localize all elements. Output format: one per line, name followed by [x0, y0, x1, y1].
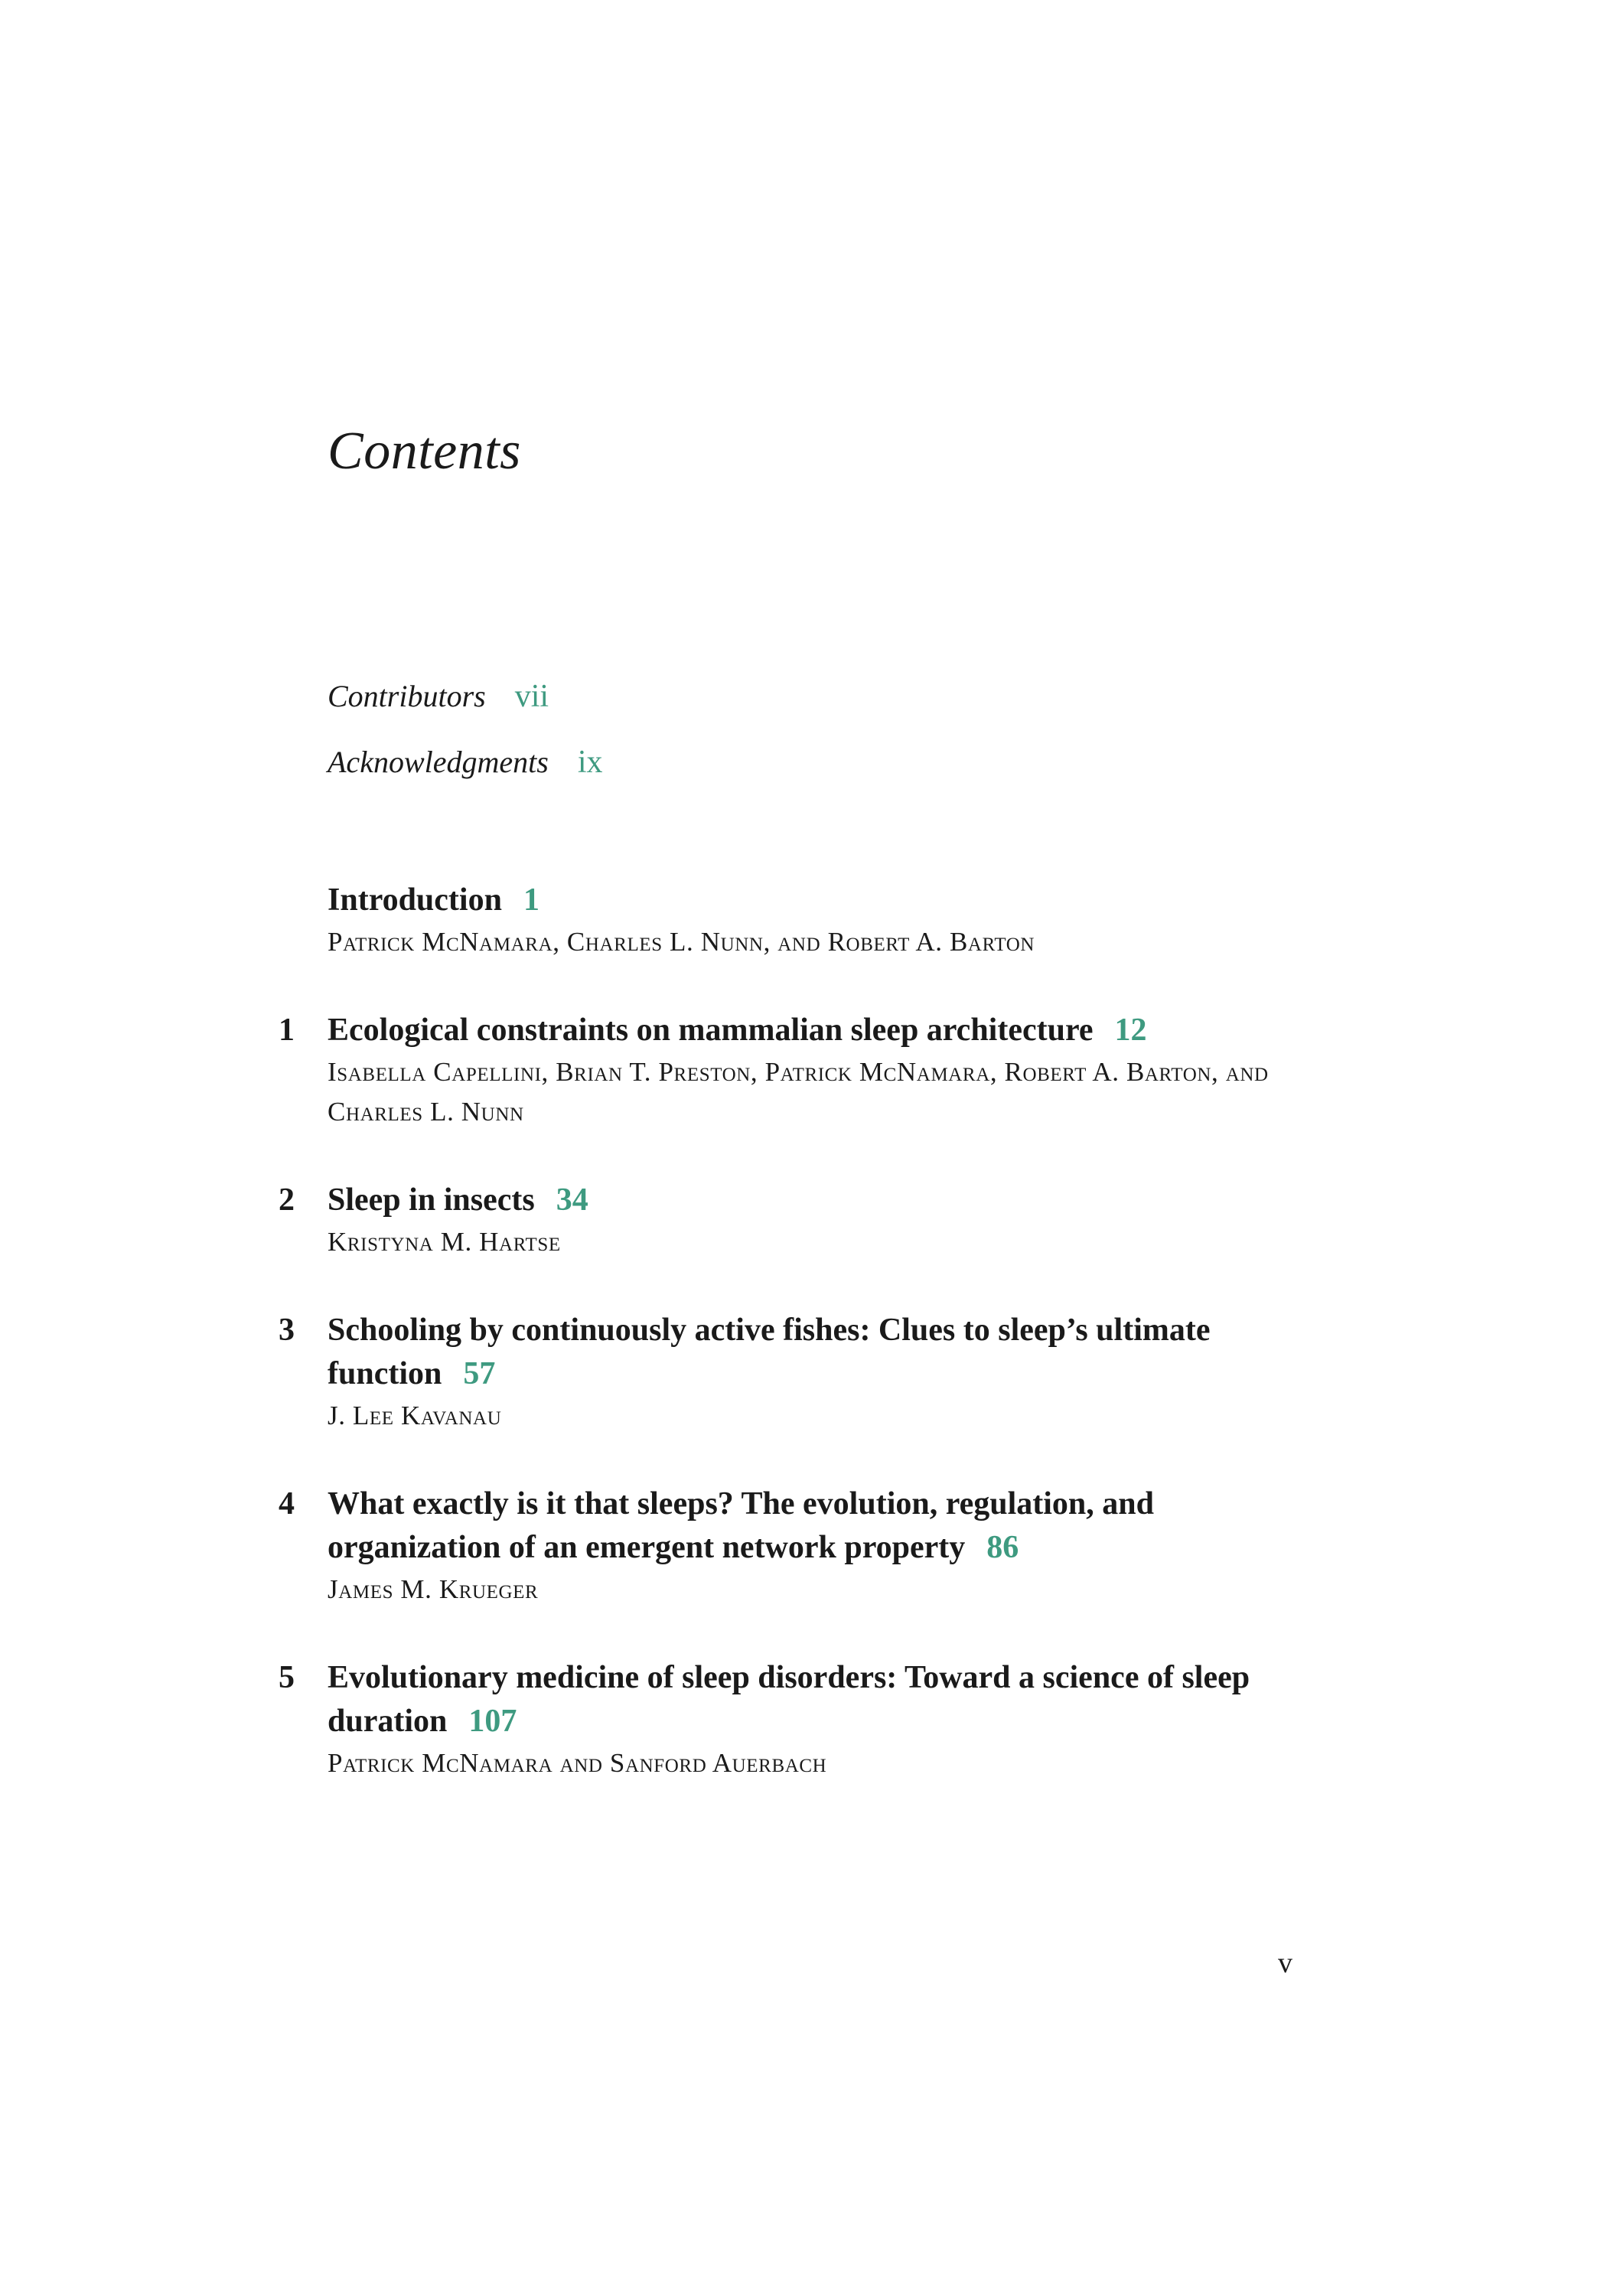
front-matter-page-number: ix — [577, 745, 603, 780]
entry-title-line — [328, 1656, 1315, 1743]
entry-title: What exactly is it that sleeps? The evolution, regulation, and organization of an emergent network property — [328, 1486, 1155, 1565]
entry-authors: James M. Krueger — [328, 1574, 539, 1604]
chapter-number: 2 — [279, 1182, 295, 1218]
entry-title: Schooling by continuously active fishes: Clues to sleep’s ultimate function — [328, 1313, 1211, 1391]
toc-entry-chapter-5[interactable] — [0, 1656, 1315, 1783]
entry-page-number: 12 — [1114, 1013, 1147, 1048]
entry-authors: Kristyna M. Hartse — [328, 1227, 561, 1257]
entry-page-number: 107 — [468, 1704, 517, 1739]
toc-entry-chapter-3[interactable] — [0, 1309, 1315, 1436]
entry-title: Sleep in insects — [328, 1182, 535, 1218]
front-matter-list — [328, 675, 602, 807]
front-matter-label: Contributors — [328, 679, 486, 713]
front-matter-item-acknowledgments[interactable] — [328, 741, 602, 807]
page-folio: v — [1278, 1947, 1292, 1979]
entry-page-number: 1 — [523, 882, 539, 918]
entry-authors: J. Lee Kavanau — [328, 1401, 502, 1430]
chapter-number: 3 — [279, 1313, 295, 1348]
front-matter-item-contributors[interactable] — [328, 675, 602, 741]
entry-page-number: 34 — [556, 1182, 588, 1218]
entry-title: Introduction — [328, 882, 502, 918]
entry-title: Evolutionary medicine of sleep disorders: Toward a science of sleep duration — [328, 1660, 1250, 1739]
entry-title-line — [328, 1179, 1315, 1222]
entry-authors: Patrick McNamara and Sanford Auerbach — [328, 1748, 827, 1778]
table-of-contents — [0, 879, 1607, 1783]
chapter-number: 4 — [279, 1486, 295, 1521]
entry-title: Ecological constraints on mammalian sleep architecture — [328, 1013, 1094, 1048]
chapter-number: 5 — [279, 1660, 295, 1695]
entry-title-line — [328, 1309, 1315, 1396]
page-title: Contents — [328, 422, 521, 481]
entry-authors: Isabella Capellini, Brian T. Preston, Patrick McNamara, Robert A. Barton, and Charles L. Nunn — [328, 1057, 1269, 1127]
front-matter-label: Acknowledgments — [328, 745, 549, 779]
front-matter-page-number: vii — [514, 679, 549, 714]
entry-title-line — [328, 1482, 1315, 1570]
entry-authors: Patrick McNamara, Charles L. Nunn, and Robert A. Barton — [328, 927, 1035, 957]
entry-page-number: 86 — [986, 1530, 1019, 1565]
entry-title-line — [328, 1009, 1315, 1052]
chapter-number: 1 — [279, 1013, 295, 1048]
toc-entry-chapter-1[interactable] — [0, 1009, 1315, 1132]
toc-entry-chapter-4[interactable] — [0, 1482, 1315, 1609]
entry-title-line — [328, 879, 1315, 922]
entry-page-number: 57 — [463, 1356, 496, 1391]
toc-entry-introduction[interactable] — [0, 879, 1315, 962]
toc-entry-chapter-2[interactable] — [0, 1179, 1315, 1262]
